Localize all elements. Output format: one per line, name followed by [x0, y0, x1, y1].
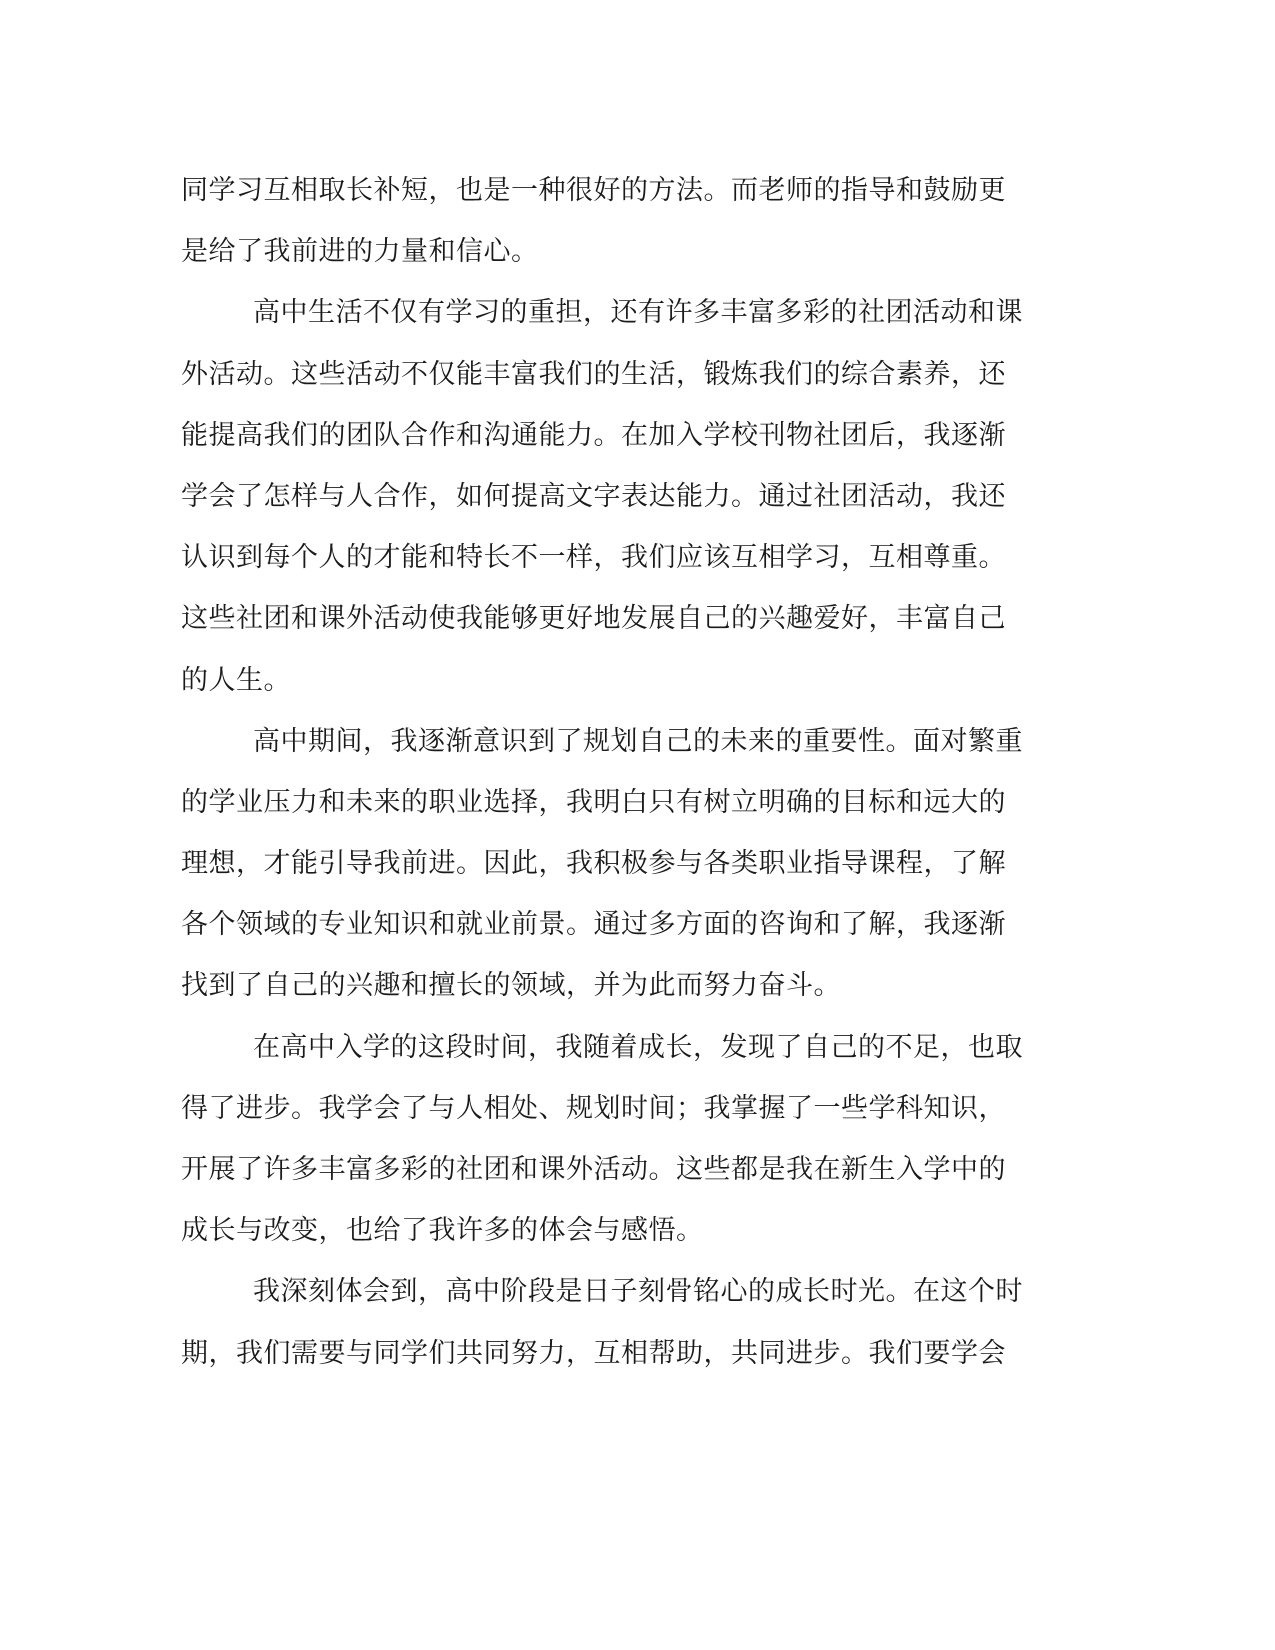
text-line: 这些社团和课外活动使我能够更好地发展自己的兴趣爱好，丰富自己	[181, 603, 1006, 635]
text-line: 高中期间，我逐渐意识到了规划自己的未来的重要性。面对繁重	[253, 725, 1023, 757]
text-line: 的人生。	[181, 664, 291, 696]
text-line: 各个领域的专业知识和就业前景。通过多方面的咨询和了解，我逐渐	[181, 909, 1006, 941]
paragraph-1	[181, 160, 1041, 282]
text-line: 开展了许多丰富多彩的社团和课外活动。这些都是我在新生入学中的	[181, 1154, 1006, 1185]
paragraph-2	[181, 282, 1041, 710]
text-line: 高中生活不仅有学习的重担，还有许多丰富多彩的社团活动和课	[253, 297, 1023, 329]
text-line: 期，我们需要与同学们共同努力，互相帮助，共同进步。我们要学会	[181, 1337, 1006, 1369]
text-line: 学会了怎样与人合作，如何提高文字表达能力。通过社团活动，我还	[181, 480, 1006, 512]
text-line: 的学业压力和未来的职业选择，我明白只有树立明确的目标和远大的	[181, 786, 1006, 818]
text-line: 找到了自己的兴趣和擅长的领域，并为此而努力奋斗。	[181, 970, 841, 1002]
document-body	[181, 160, 1041, 1384]
paragraph-3	[181, 711, 1041, 1017]
text-line: 是给了我前进的力量和信心。	[181, 236, 539, 268]
text-line: 理想，才能引导我前进。因此，我积极参与各类职业指导课程，了解	[181, 848, 1006, 880]
text-line: 外活动。这些活动不仅能丰富我们的生活，锻炼我们的综合素养，还	[181, 358, 1006, 390]
text-line: 能提高我们的团队合作和沟通能力。在加入学校刊物社团后，我逐渐	[181, 419, 1006, 451]
paragraph-5	[181, 1261, 1041, 1383]
paragraph-4	[181, 1017, 1041, 1262]
text-line: 成长与改变，也给了我许多的体会与感悟。	[181, 1215, 704, 1247]
text-line: 我深刻体会到，高中阶段是日子刻骨铭心的成长时光。在这个时	[253, 1276, 1023, 1308]
text-line: 认识到每个人的才能和特长不一样，我们应该互相学习，互相尊重。	[181, 542, 1006, 574]
text-line: 在高中入学的这段时间，我随着成长，发现了自己的不足，也取	[253, 1031, 1023, 1063]
text-line: 得了进步。我学会了与人相处、规划时间；我掌握了一些学科知识，	[181, 1092, 1006, 1124]
text-line: 同学习互相取长补短，也是一种很好的方法。而老师的指导和鼓励更	[181, 175, 1006, 206]
